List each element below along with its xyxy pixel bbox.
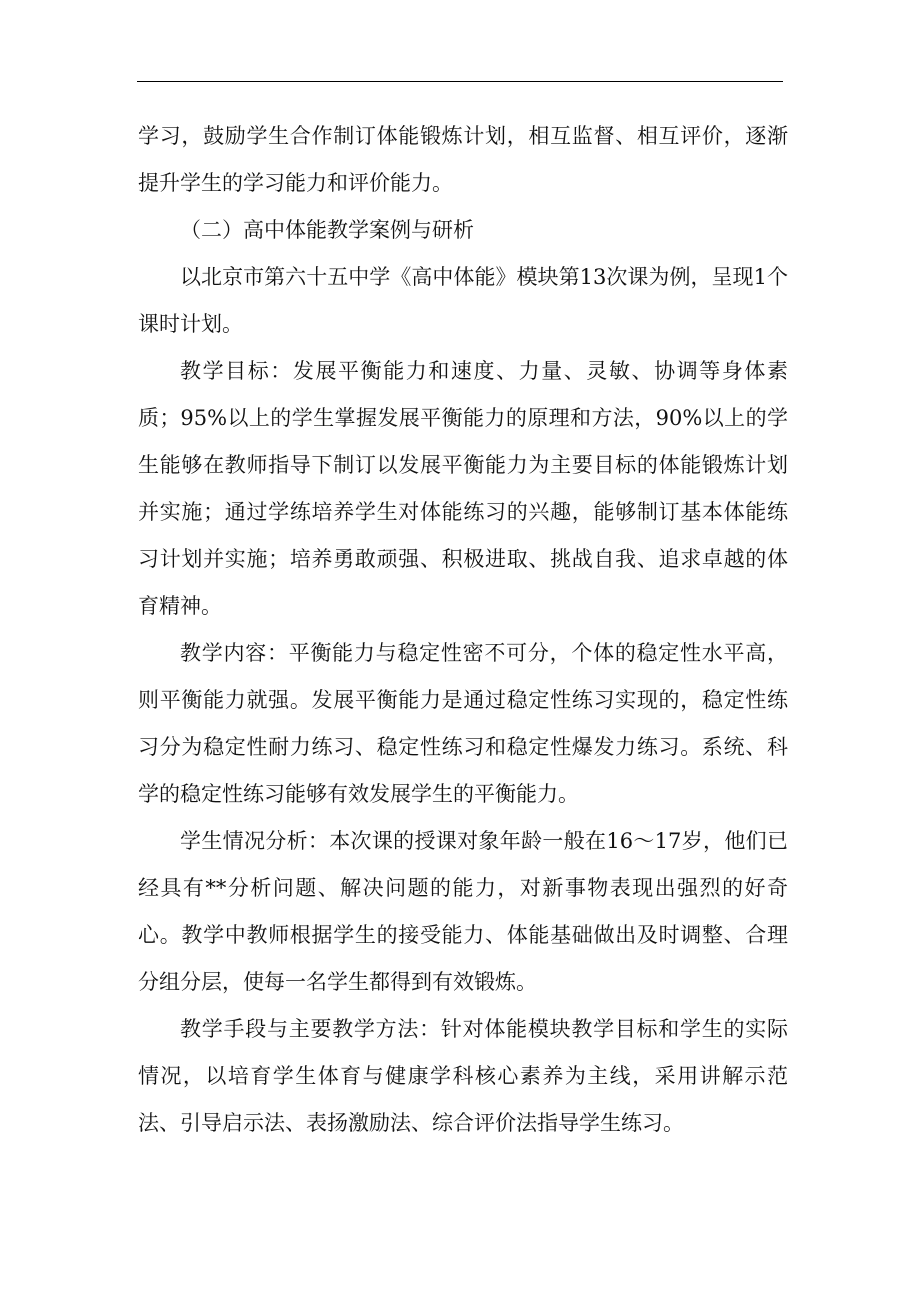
header-rule [137, 81, 783, 82]
paragraph-case-intro: 以北京市第六十五中学《高中体能》模块第13次课为例，呈现1个课时计划。 [138, 265, 788, 336]
paragraph-teaching-content: 教学内容：平衡能力与稳定性密不可分，个体的稳定性水平高，则平衡能力就强。发展平衡能力是通过稳定性练习实现的，稳定性练习分为稳定性耐力练习、稳定性练习和稳定性爆发力练习。系统、科学的稳定性练习能够有效发展学生的平衡能力。 [138, 641, 788, 806]
paragraph-teaching-goals: 教学目标：发展平衡能力和速度、力量、灵敏、协调等身体素质；95%以上的学生掌握发展平衡能力的原理和方法，90%以上的学生能够在教师指导下制订以发展平衡能力为主要目标的体能锻炼计划并实施；通过学练培养学生对体能练习的兴趣，能够制订基本体能练习计划并实施；培养勇敢顽强、积极进取、挑战自我、追求卓越的体育精神。 [138, 359, 788, 618]
paragraph-teaching-methods: 教学手段与主要教学方法：针对体能模块教学目标和学生的实际情况，以培育学生体育与健康学科核心素养为主线，采用讲解示范法、引导启示法、表扬激励法、综合评价法指导学生练习。 [138, 1017, 788, 1135]
document-body [138, 113, 788, 1147]
section-heading: （二）高中体能教学案例与研析 [180, 218, 474, 242]
paragraph-student-analysis: 学生情况分析：本次课的授课对象年龄一般在16～17岁，他们已经具有**分析问题、解决问题的能力，对新事物表现出强烈的好奇心。教学中教师根据学生的接受能力、体能基础做出及时调整、合理分组分层，使每一名学生都得到有效锻炼。 [138, 829, 788, 994]
paragraph-continuation: 学习，鼓励学生合作制订体能锻炼计划，相互监督、相互评价，逐渐提升学生的学习能力和评价能力。 [138, 124, 788, 195]
